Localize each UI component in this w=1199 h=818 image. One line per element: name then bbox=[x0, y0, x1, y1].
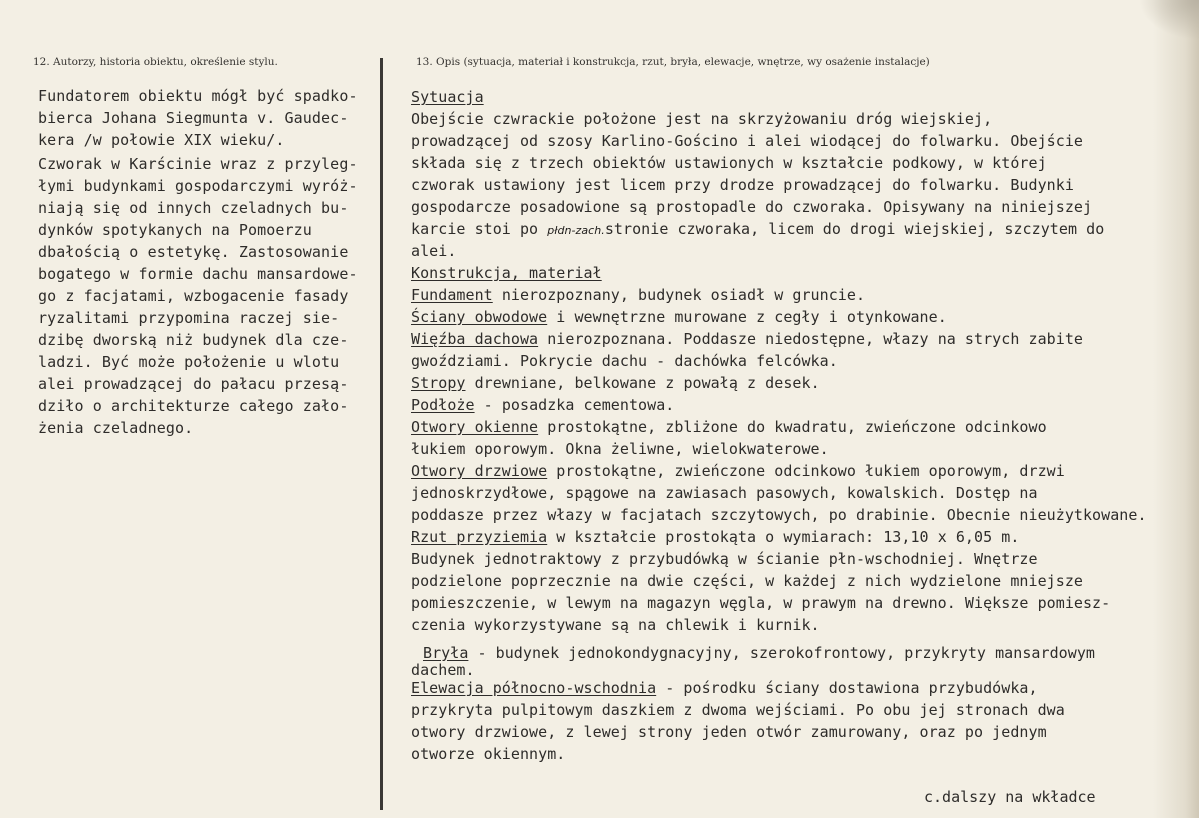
entry-wiezba bbox=[411, 328, 1199, 350]
field-13-header: 13. Opis (sytuacja, materiał i konstrukcja, rzut, bryła, elewacje, wnętrze, wy osażenie instalacje) bbox=[416, 56, 930, 68]
text-line: dzibę dworską niż budynek dla cze- bbox=[38, 331, 349, 349]
entry-text: i wewnętrzne murowane z cegły i otynkowane. bbox=[547, 308, 947, 326]
text-line: gwoździami. Pokrycie dachu - dachówka felcówka. bbox=[411, 352, 838, 370]
text-line: przykryta pulpitowym daszkiem z dwoma wejściami. Po obu jej stronach dwa bbox=[411, 701, 1065, 719]
text-line: Czworak w Karścinie wraz z przyleg- bbox=[38, 155, 358, 173]
entry-label: Bryła bbox=[423, 644, 469, 662]
text-segment: stronie czworaka, licem do drogi wiejskiej, szczytem do bbox=[604, 220, 1105, 238]
paper-corner bbox=[1139, 0, 1199, 40]
text-line: prowadzącej od szosy Karlino-Gościno i alei wiodącej do folwarku. Obejście bbox=[411, 132, 1083, 150]
text-line: Budynek jednotraktowy z przybudówką w ścianie płn-wschodniej. Wnętrze bbox=[411, 550, 1038, 568]
description-text bbox=[411, 86, 1199, 765]
text-line: ladzi. Być może położenie u wlotu bbox=[38, 353, 340, 371]
text-line: dbałością o estetykę. Zastosowanie bbox=[38, 243, 349, 261]
text-line: kera /w połowie XIX wieku/. bbox=[38, 131, 285, 149]
text-line: jednoskrzydłowe, spągowe na zawiasach pasowych, kowalskich. Dostęp na bbox=[411, 484, 1038, 502]
entry-sciany bbox=[411, 306, 1199, 328]
text-line: bierca Johana Siegmunta v. Gaudec- bbox=[38, 109, 349, 127]
entry-rzut bbox=[411, 526, 1199, 548]
entry-text: nierozpoznany, budynek osiadł w gruncie. bbox=[492, 286, 866, 304]
entry-bryla bbox=[411, 642, 1199, 664]
entry-otwory-drzwiowe bbox=[411, 460, 1199, 482]
entry-label: Więźba dachowa bbox=[411, 330, 539, 348]
heading-text: Sytuacja bbox=[411, 88, 484, 106]
entry-text: prostokątne, zbliżone do kwadratu, zwieńczone odcinkowo bbox=[538, 418, 1047, 436]
entry-otwory-okienne bbox=[411, 416, 1199, 438]
text-line-karcie bbox=[411, 218, 1199, 240]
text-line: go z facjatami, wzbogacenie fasady bbox=[38, 287, 349, 305]
text-line: Obejście czwrackie położone jest na skrzyżowaniu dróg wiejskiej, bbox=[411, 110, 993, 128]
text-line: Fundatorem obiektu mógł być spadko- bbox=[38, 87, 358, 105]
entry-label: Podłoże bbox=[411, 396, 475, 414]
entry-text: - posadzka cementowa. bbox=[474, 396, 675, 414]
entry-label: Ściany obwodowe bbox=[411, 308, 548, 326]
section-heading-konstrukcja bbox=[411, 262, 1199, 284]
text-line: dynków spotykanych na Pomoerzu bbox=[38, 221, 312, 239]
text-line: gospodarcze posadowione są prostopadle do czworaka. Opisywany na niniejszej bbox=[411, 198, 1093, 216]
entry-text: drewniane, belkowane z powałą z desek. bbox=[465, 374, 820, 392]
text-segment: karcie stoi po bbox=[411, 220, 548, 238]
paragraph-style bbox=[38, 154, 376, 440]
text-line: łukiem oporowym. Okna żeliwne, wielokwaterowe. bbox=[411, 440, 829, 458]
text-line: alei prowadzącej do pałacu przesą- bbox=[38, 375, 349, 393]
text-line: niają się od innych czeladnych bu- bbox=[38, 199, 349, 217]
text-line: czworak ustawiony jest licem przy drodze prowadzącej do folwarku. Budynki bbox=[411, 176, 1074, 194]
column-divider bbox=[380, 58, 383, 810]
entry-label: Stropy bbox=[411, 374, 466, 392]
text-line: poddasze przez włazy w facjatach szczytowych, po drabinie. Obecnie nieużytkowane. bbox=[411, 506, 1147, 524]
entry-label: Fundament bbox=[411, 286, 493, 304]
authors-history-text bbox=[38, 86, 376, 440]
entry-elewacja bbox=[411, 677, 1199, 699]
text-line: pomieszczenie, w lewym na magazyn węgla, w prawym na drewno. Większe pomiesz- bbox=[411, 594, 1111, 612]
entry-text: - budynek jednokondygnacyjny, szerokofrontowy, przykryty mansardowym bbox=[468, 644, 1095, 662]
text-line: podzielone poprzecznie na dwie części, w każdej z nich wydzielone mniejsze bbox=[411, 572, 1083, 590]
continuation-note: c.dalszy na wkładce bbox=[924, 788, 1096, 806]
text-line: łymi budynkami gospodarczymi wyróż- bbox=[38, 177, 358, 195]
entry-fundament bbox=[411, 284, 1199, 306]
text-line: dachem. bbox=[411, 661, 475, 679]
entry-text: - pośrodku ściany dostawiona przybudówka, bbox=[656, 679, 1038, 697]
text-line: żenia czeladnego. bbox=[38, 419, 194, 437]
text-line: alei. bbox=[411, 242, 457, 260]
entry-label: Rzut przyziemia bbox=[411, 528, 548, 546]
text-line: otworze okiennym. bbox=[411, 745, 566, 763]
text-line: składa się z trzech obiektów ustawionych w kształcie podkowy, w której bbox=[411, 154, 1047, 172]
handwritten-insertion: płdn-zach. bbox=[547, 224, 605, 237]
section-heading-sytuacja bbox=[411, 86, 1199, 108]
entry-label: Otwory okienne bbox=[411, 418, 539, 436]
entry-text: prostokątne, zwieńczone odcinkowo łukiem oporowym, drzwi bbox=[547, 462, 1065, 480]
entry-label: Otwory drzwiowe bbox=[411, 462, 548, 480]
field-12-header: 12. Autorzy, historia obiektu, określenie stylu. bbox=[33, 56, 278, 68]
entry-stropy bbox=[411, 372, 1199, 394]
paragraph-founder bbox=[38, 86, 376, 152]
entry-podloze bbox=[411, 394, 1199, 416]
text-line: dziło o architekturze całego zało- bbox=[38, 397, 349, 415]
entry-label: Elewacja północno-wschodnia bbox=[411, 679, 657, 697]
entry-text: nierozpoznana. Poddasze niedostępne, włazy na strych zabite bbox=[538, 330, 1083, 348]
heading-text: Konstrukcja, materiał bbox=[411, 264, 602, 282]
text-line: ryzalitami przypomina raczej sie- bbox=[38, 309, 340, 327]
entry-text: w kształcie prostokąta o wymiarach: 13,10 x 6,05 m. bbox=[547, 528, 1020, 546]
text-line: czenia wykorzystywane są na chlewik i kurnik. bbox=[411, 616, 820, 634]
text-line: bogatego w formie dachu mansardowe- bbox=[38, 265, 358, 283]
text-line: otwory drzwiowe, z lewej strony jeden otwór zamurowany, oraz po jednym bbox=[411, 723, 1047, 741]
